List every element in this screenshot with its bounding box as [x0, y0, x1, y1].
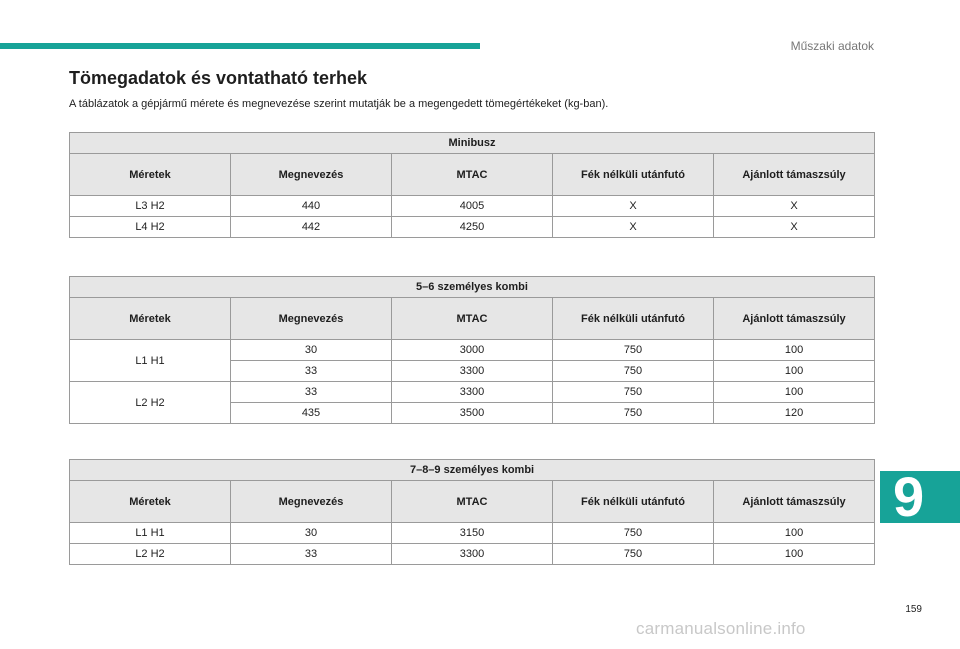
chapter-accent-bar: [0, 43, 480, 49]
weights-table-7-8-9-seat-combi: [69, 459, 875, 565]
table-row: [70, 217, 875, 238]
cell-designation: 435: [231, 403, 392, 424]
table-row: [70, 544, 875, 565]
column-header-designation: Megnevezés: [231, 298, 392, 340]
cell-nose-weight: X: [714, 217, 875, 238]
cell-size: L3 H2: [70, 196, 231, 217]
cell-size: L1 H1: [70, 340, 231, 382]
weights-table-5-6-seat-combi: [69, 276, 875, 424]
column-header-nose-weight: Ajánlott támaszsúly: [714, 481, 875, 523]
watermark: carmanualsonline.info: [636, 619, 806, 638]
chapter-number: 9: [893, 465, 925, 528]
column-header-designation: Megnevezés: [231, 481, 392, 523]
column-header-mtac: MTAC: [392, 154, 553, 196]
cell-nose-weight: 100: [714, 361, 875, 382]
table-row: [70, 523, 875, 544]
cell-unbraked-trailer: 750: [553, 361, 714, 382]
column-header-designation: Megnevezés: [231, 154, 392, 196]
cell-designation: 33: [231, 544, 392, 565]
cell-nose-weight: 100: [714, 523, 875, 544]
column-header-mtac: MTAC: [392, 481, 553, 523]
cell-designation: 33: [231, 361, 392, 382]
cell-size: L2 H2: [70, 544, 231, 565]
cell-nose-weight: 100: [714, 544, 875, 565]
column-header-nose-weight: Ajánlott támaszsúly: [714, 298, 875, 340]
cell-mtac: 4250: [392, 217, 553, 238]
cell-mtac: 3300: [392, 382, 553, 403]
table-row: [70, 382, 875, 403]
cell-unbraked-trailer: 750: [553, 523, 714, 544]
table-caption: 7–8–9 személyes kombi: [70, 460, 875, 481]
cell-designation: 442: [231, 217, 392, 238]
intro-text: A táblázatok a gépjármű mérete és megnevezése szerint mutatják be a megengedett tömegértékeket (kg-ban).: [69, 98, 609, 110]
cell-nose-weight: 100: [714, 340, 875, 361]
column-header-size: Méretek: [70, 298, 231, 340]
column-header-size: Méretek: [70, 481, 231, 523]
cell-mtac: 3150: [392, 523, 553, 544]
table-caption: 5–6 személyes kombi: [70, 277, 875, 298]
cell-nose-weight: X: [714, 196, 875, 217]
column-header-mtac: MTAC: [392, 298, 553, 340]
cell-nose-weight: 100: [714, 382, 875, 403]
cell-unbraked-trailer: 750: [553, 382, 714, 403]
table-caption: Minibusz: [70, 133, 875, 154]
cell-designation: 440: [231, 196, 392, 217]
cell-unbraked-trailer: X: [553, 217, 714, 238]
cell-unbraked-trailer: 750: [553, 544, 714, 565]
section-name: Műszaki adatok: [790, 39, 874, 53]
table-row: [70, 196, 875, 217]
cell-mtac: 3500: [392, 403, 553, 424]
column-header-unbraked-trailer: Fék nélküli utánfutó: [553, 481, 714, 523]
cell-mtac: 3300: [392, 544, 553, 565]
cell-designation: 30: [231, 523, 392, 544]
cell-unbraked-trailer: 750: [553, 403, 714, 424]
cell-designation: 33: [231, 382, 392, 403]
column-header-unbraked-trailer: Fék nélküli utánfutó: [553, 298, 714, 340]
cell-nose-weight: 120: [714, 403, 875, 424]
cell-unbraked-trailer: 750: [553, 340, 714, 361]
cell-size: L1 H1: [70, 523, 231, 544]
column-header-nose-weight: Ajánlott támaszsúly: [714, 154, 875, 196]
column-header-size: Méretek: [70, 154, 231, 196]
cell-designation: 30: [231, 340, 392, 361]
table-row: [70, 340, 875, 361]
weights-table-minibus: [69, 132, 875, 238]
cell-size: L2 H2: [70, 382, 231, 424]
page-number: 159: [905, 604, 922, 615]
cell-size: L4 H2: [70, 217, 231, 238]
cell-mtac: 3000: [392, 340, 553, 361]
cell-mtac: 4005: [392, 196, 553, 217]
page-title: Tömegadatok és vontatható terhek: [69, 68, 368, 88]
column-header-unbraked-trailer: Fék nélküli utánfutó: [553, 154, 714, 196]
cell-unbraked-trailer: X: [553, 196, 714, 217]
cell-mtac: 3300: [392, 361, 553, 382]
